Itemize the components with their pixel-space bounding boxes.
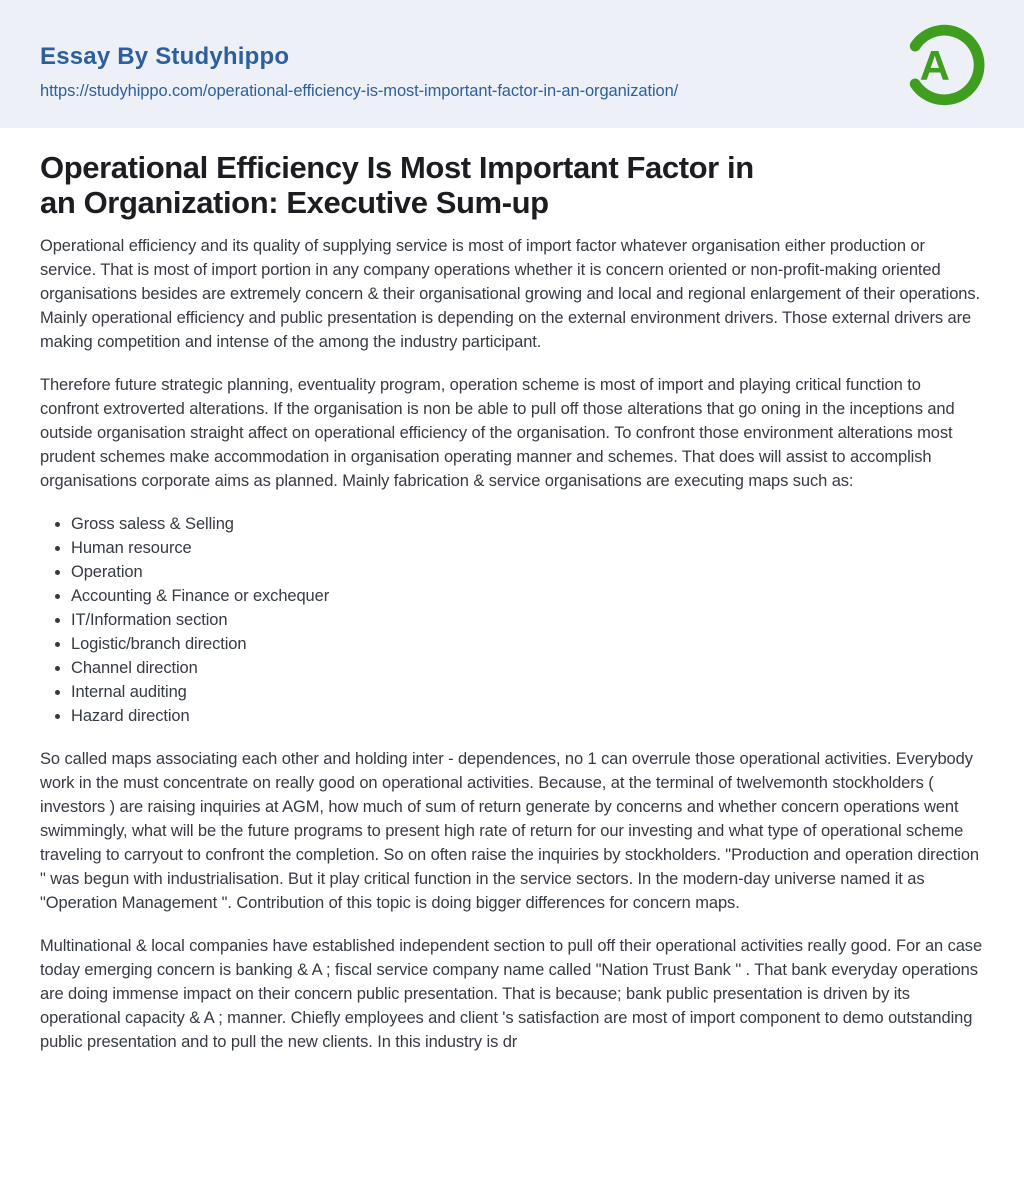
list-item-channel-direction: • Channel direction <box>71 656 984 680</box>
essay-paragraph-2: Therefore future strategic planning, eventuality program, operation scheme is most of import and playing critical function to confront extroverted alterations. If the organisation is non be able to pull off those alterations that go oning in the inceptions and outside organisation straight affect on operational efficiency of the organisation. To confront those environment alterations most prudent schemes make accommodation in organisation operating manner and schemes. That does will assist to accomplish organisations corporate aims as planned. Mainly fabrication & service organisations are executing maps such as: <box>40 376 955 490</box>
list-item-human-resource: • Human resource <box>71 536 984 560</box>
essay-title-line2: an Organization: Executive Sum-up <box>40 185 549 220</box>
list-item-hazard-direction: • Hazard direction <box>71 704 984 728</box>
essay-paragraph-4: Multinational & local companies have established independent section to pull off their operational activities really good. For an case today emerging concern is banking & A ; fiscal service company name called "Nation Trust Bank " . That bank everyday operations are doing immense impact on their concern public presentation. That is because; bank public presentation is driven by its operational capacity & A ; manner. Chiefly employees and client 's satisfaction are most of import component to demo outstanding public presentation and to pull the new clients. In this industry is dr <box>40 937 983 1051</box>
header-text-block <box>40 43 678 101</box>
essay-source-url-link[interactable]: https://studyhippo.com/operational-efficiency-is-most-important-factor-in-an-organization/ <box>40 82 679 100</box>
list-item-it-information: • IT/Information section <box>71 608 984 632</box>
functions-list <box>40 512 984 728</box>
essay-title-line1: Operational Efficiency Is Most Important Factor in <box>40 150 754 185</box>
studyhippo-logo-icon <box>902 22 988 108</box>
essay-paragraph-3: So called maps associating each other and holding inter - dependences, no 1 can overrule those operational activities. Everybody work in the must concentrate on really good on operational activities. Because, at the terminal of twelvemonth stockholders ( investors ) are raising inquiries at AGM, how much of sum of return generate by concerns and whether concern operations went swimmingly, what will be the future programs to present high rate of return for our investing and what type of operational scheme traveling to carryout to confront the completion. So on often raise the inquiries by stockholders. "Production and operation direction " was begun with industrialisation. But it play critical function in the service sectors. In the modern-day universe named it as "Operation Management ". Contribution of this topic is doing bigger differences for concern maps. <box>40 750 980 912</box>
essay-paragraph-1: Operational efficiency and its quality of supplying service is most of import factor whatever organisation either production or service. That is most of import portion in any company operations whether it is concern oriented or non-profit-making oriented organisations besides are extremely concern & their organisational growing and local and regional enlargement of their operations. Mainly operational efficiency and public presentation is depending on the external environment drivers. Those external drivers are making competition and intense of the among the industry participant. <box>40 237 980 351</box>
essay-source-title: Essay By Studyhippo <box>40 43 290 70</box>
page-header <box>0 0 1024 128</box>
essay-content <box>0 150 1024 1054</box>
list-item-gross-sales: • Gross saless & Selling <box>71 512 984 536</box>
essay-title <box>40 150 984 220</box>
list-item-logistic-branch: • Logistic/branch direction <box>71 632 984 656</box>
list-item-internal-auditing: • Internal auditing <box>71 680 984 704</box>
list-item-operation: • Operation <box>71 560 984 584</box>
list-item-accounting-finance: • Accounting & Finance or exchequer <box>71 584 984 608</box>
logo-letter: A <box>919 41 950 89</box>
